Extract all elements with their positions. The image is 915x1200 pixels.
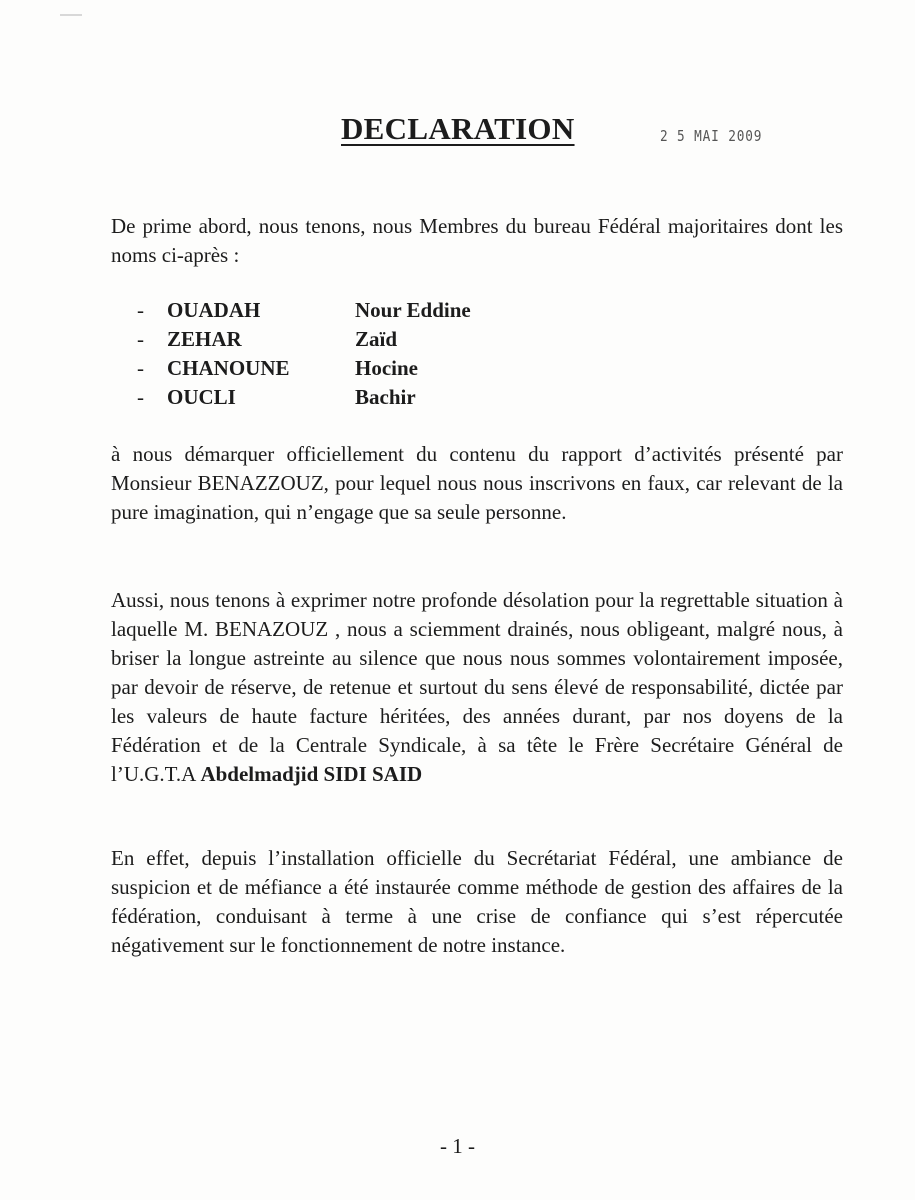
- scan-artifact: [60, 14, 82, 16]
- intro-paragraph: De prime abord, nous tenons, nous Membres du bureau Fédéral majoritaires dont les noms ci-après :: [111, 214, 843, 267]
- member-item: [137, 325, 557, 354]
- list-dash: -: [137, 385, 144, 409]
- list-dash: -: [137, 327, 144, 351]
- member-item: [137, 354, 557, 383]
- member-firstname: Bachir: [355, 385, 416, 409]
- regret-paragraph-text: Aussi, nous tenons à exprimer notre profonde désolation pour la regrettable situation à laquelle M. BENAZOUZ , nous a sciemment drainés, nous obligeant, malgré nous, à briser la longue astreinte au silence que nous nous sommes volontairement imposée, par devoir de réserve, de retenue et surtout du sens élevé de responsabilité, dictée par les valeurs de haute facture héritées, des années durant, par nos doyens de la Fédération et de la Centrale Syndicale, à sa tête le Frère Secrétaire Général de l’U.G.T.A: [111, 588, 843, 786]
- disclaimer-paragraph: à nous démarquer officiellement du contenu du rapport d’activités présenté par Monsieur BENAZZOUZ, pour lequel nous nous inscrivons en faux, car relevant de la pure imagination, qui n’engage que sa seule personne.: [111, 442, 843, 524]
- member-surname: CHANOUNE: [167, 356, 290, 380]
- document-title: DECLARATION: [341, 111, 575, 146]
- date-stamp: 2 5 MAI 2009: [660, 127, 763, 145]
- member-firstname: Hocine: [355, 356, 418, 380]
- member-firstname: Nour Eddine: [355, 298, 471, 322]
- member-surname: OUCLI: [167, 385, 236, 409]
- member-item: [137, 383, 557, 412]
- context-paragraph: En effet, depuis l’installation officielle du Secrétariat Fédéral, une ambiance de suspicion et de méfiance a été instaurée comme méthode de gestion des affaires de la fédération, conduisant à terme à une crise de confiance qui s’est répercutée négativement sur le fonctionnement de notre instance.: [111, 846, 843, 957]
- member-item: [137, 296, 557, 325]
- list-dash: -: [137, 356, 144, 380]
- page-number: - 1 -: [440, 1134, 475, 1158]
- member-surname: OUADAH: [167, 298, 261, 322]
- member-surname: ZEHAR: [167, 327, 242, 351]
- regret-paragraph: [111, 586, 843, 789]
- list-dash: -: [137, 298, 144, 322]
- member-firstname: Zaïd: [355, 327, 398, 351]
- members-list: [137, 296, 557, 412]
- secretary-general-name: Abdelmadjid SIDI SAID: [200, 762, 423, 786]
